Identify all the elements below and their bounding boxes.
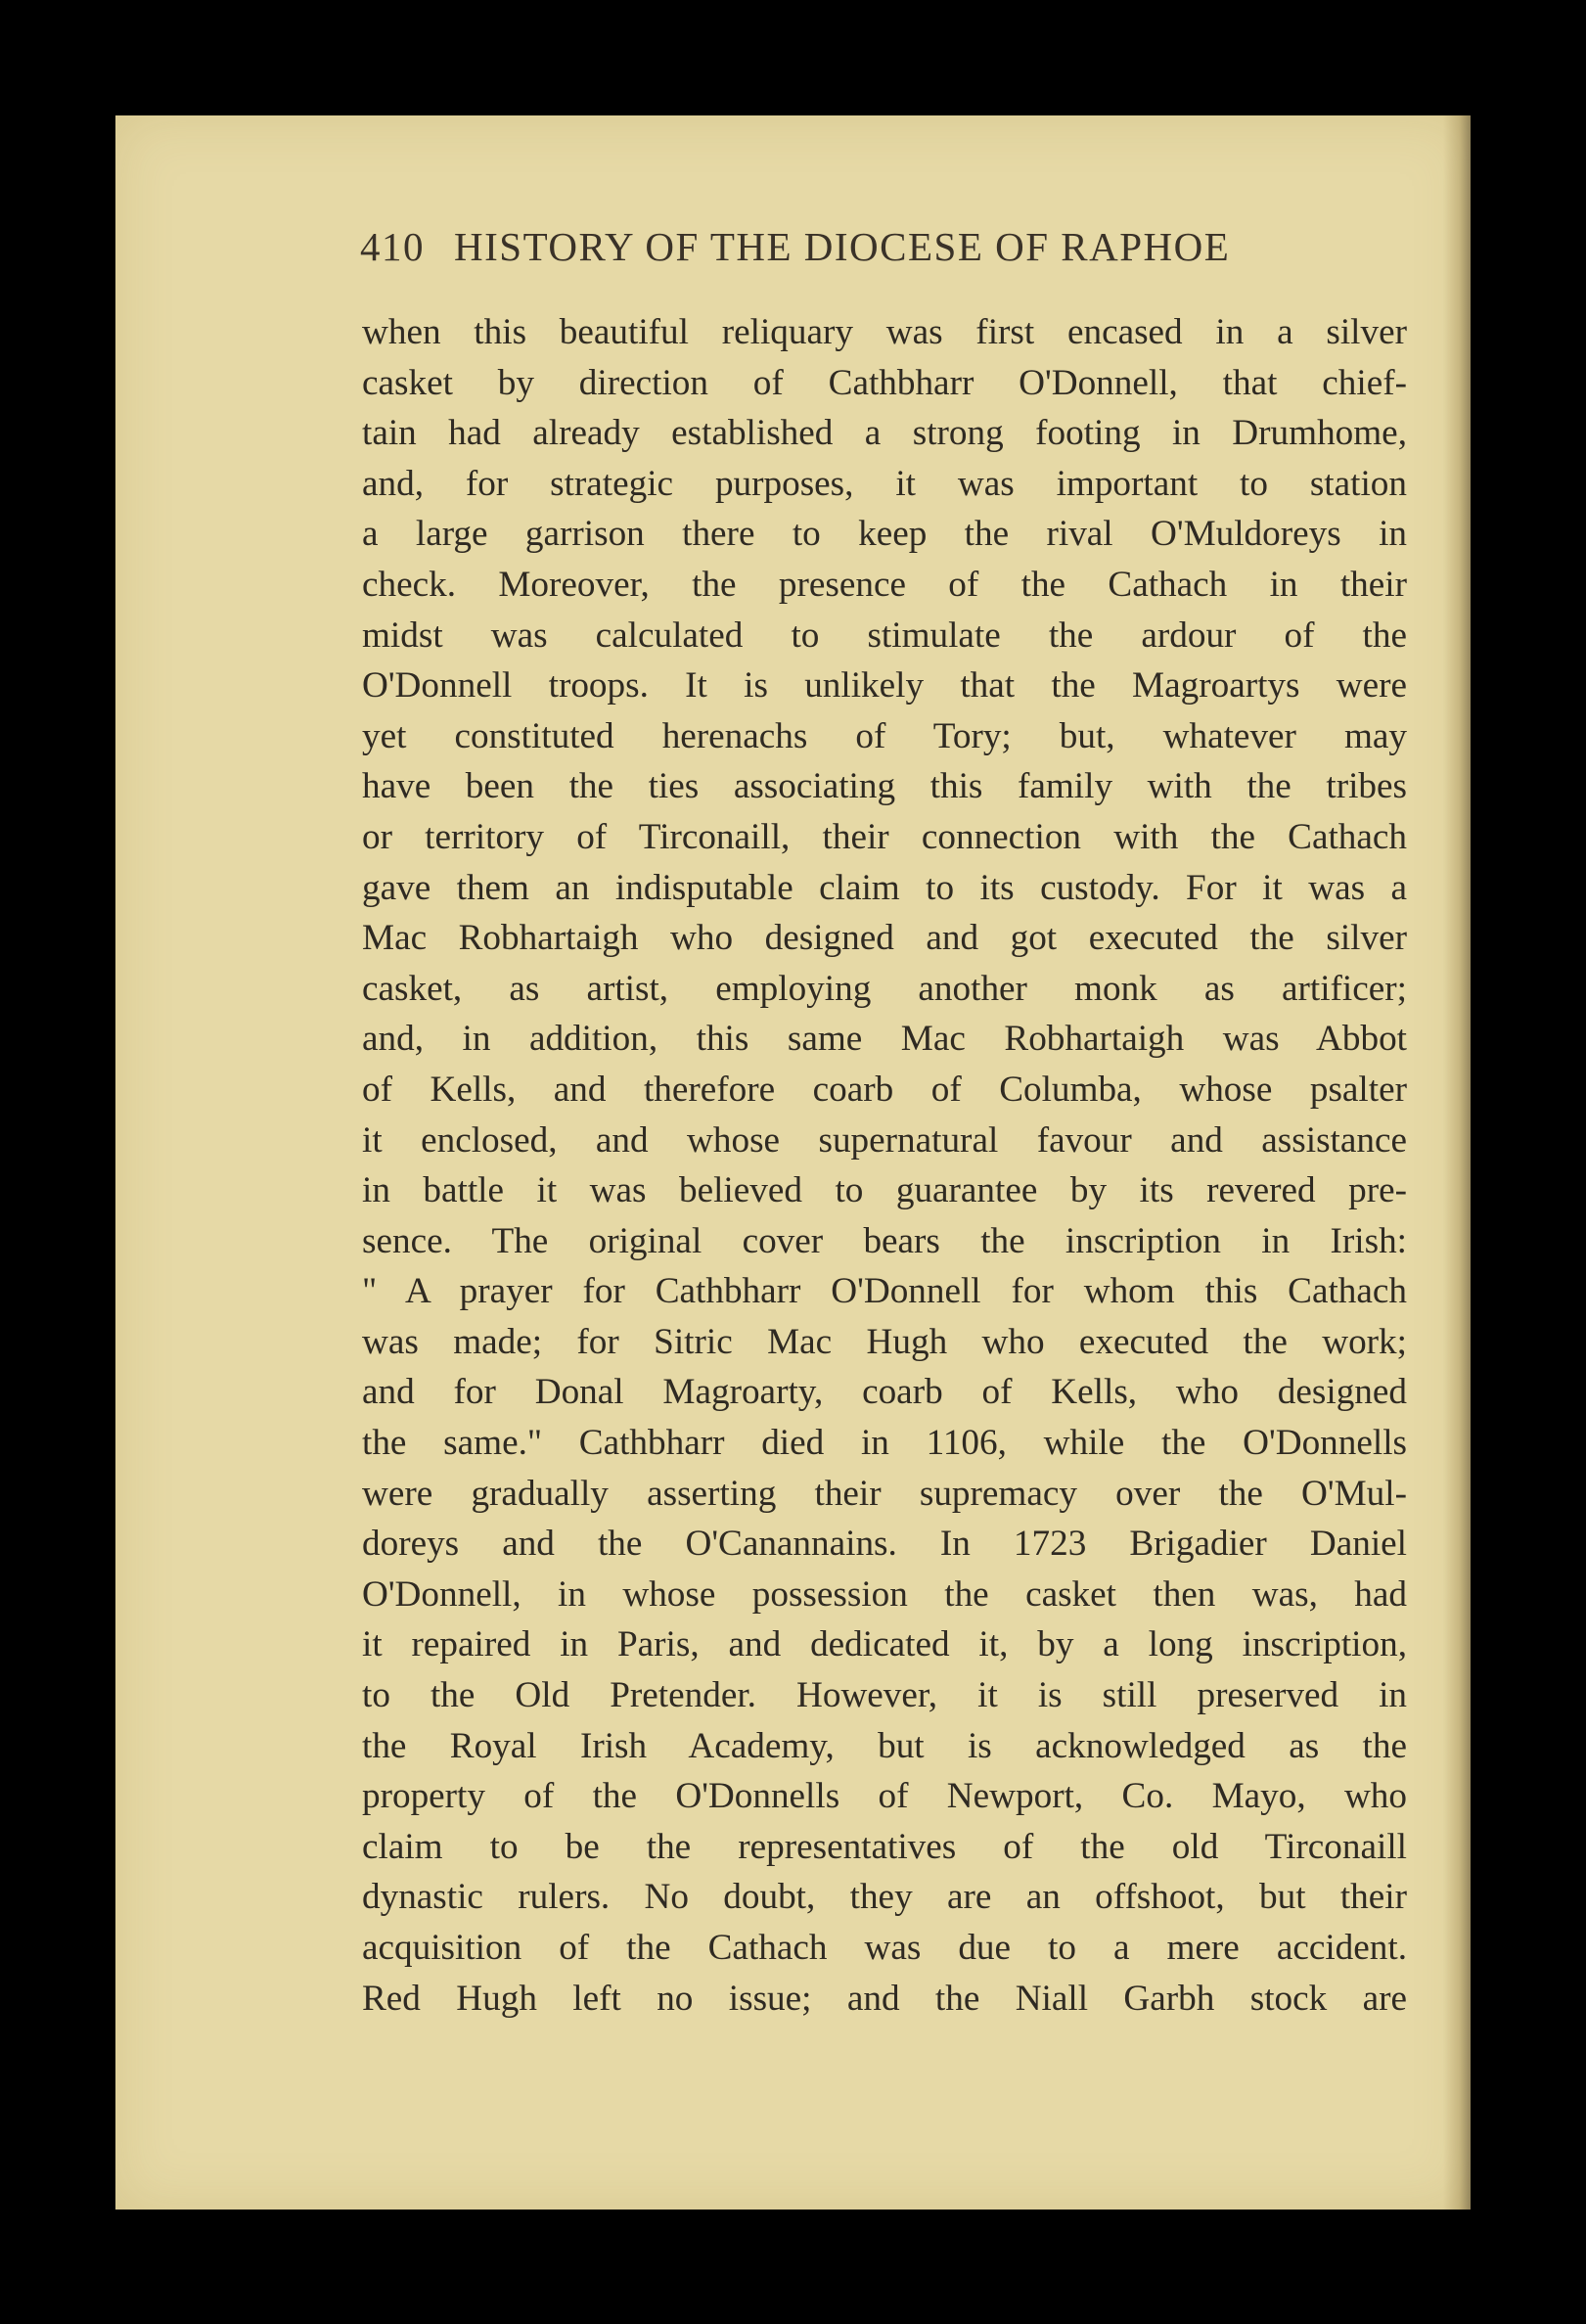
text-line: acquisition of the Cathach was due to a mere accident. [362, 1928, 1407, 1968]
text-line: the Royal Irish Academy, but is acknowledged as the [362, 1725, 1407, 1766]
text-line: and for Donal Magroarty, coarb of Kells, who designed [362, 1372, 1407, 1413]
text-line: midst was calculated to stimulate the ardour of the [362, 615, 1407, 656]
text-line: dynastic rulers. No doubt, they are an offshoot, but their [362, 1877, 1407, 1918]
text-line: or territory of Tirconaill, their connection with the Cathach [362, 816, 1407, 857]
text-line: O'Donnell troops. It is unlikely that the Magroartys were [362, 665, 1407, 706]
text-line: it repaired in Paris, and dedicated it, by a long inscription, [362, 1624, 1407, 1665]
text-line: when this beautiful reliquary was first encased in a silver [362, 312, 1407, 352]
text-line: and, in addition, this same Mac Robhartaigh was Abbot [362, 1019, 1407, 1060]
body-text [362, 307, 1407, 2024]
page-gutter-shadow [1443, 115, 1471, 2210]
text-line: have been the ties associating this family with the tribes [362, 766, 1407, 807]
text-line: Red Hugh left no issue; and the Niall Garbh stock are [362, 1978, 1407, 2019]
text-line: Mac Robhartaigh who designed and got executed the silver [362, 918, 1407, 959]
text-line: to the Old Pretender. However, it is still preserved in [362, 1675, 1407, 1716]
text-line: and, for strategic purposes, it was important to station [362, 463, 1407, 504]
text-line: sence. The original cover bears the inscription in Irish: [362, 1220, 1407, 1261]
text-line: casket, as artist, employing another monk as artificer; [362, 968, 1407, 1009]
text-line: the same." Cathbharr died in 1106, while the O'Donnells [362, 1423, 1407, 1464]
text-line: it enclosed, and whose supernatural favour and assistance [362, 1119, 1407, 1161]
text-line: yet constituted herenachs of Tory; but, whatever may [362, 715, 1407, 756]
text-line: check. Moreover, the presence of the Cathach in their [362, 564, 1407, 605]
text-line: was made; for Sitric Mac Hugh who executed the work; [362, 1321, 1407, 1362]
book-page [115, 115, 1471, 2210]
text-line: tain had already established a strong footing in Drumhome, [362, 413, 1407, 454]
running-title: HISTORY OF THE DIOCESE OF RAPHOE [454, 224, 1231, 269]
text-line: casket by direction of Cathbharr O'Donnell, that chief- [362, 362, 1407, 403]
text-line: O'Donnell, in whose possession the casket then was, had [362, 1573, 1407, 1615]
text-line: in battle it was believed to guarantee by its revered pre- [362, 1170, 1407, 1211]
text-line: gave them an indisputable claim to its custody. For it was a [362, 867, 1407, 908]
text-line: doreys and the O'Canannains. In 1723 Brigadier Daniel [362, 1524, 1407, 1565]
text-line: a large garrison there to keep the rival O'Muldoreys in [362, 514, 1407, 555]
text-line: were gradually asserting their supremacy over the O'Mul- [362, 1473, 1407, 1514]
running-header [360, 223, 1338, 270]
text-line: claim to be the representatives of the old Tirconaill [362, 1826, 1407, 1867]
text-line: " A prayer for Cathbharr O'Donnell for whom this Cathach [362, 1271, 1407, 1312]
text-line: property of the O'Donnells of Newport, Co. Mayo, who [362, 1776, 1407, 1817]
page-number: 410 [360, 224, 425, 269]
text-line: of Kells, and therefore coarb of Columba, whose psalter [362, 1069, 1407, 1110]
